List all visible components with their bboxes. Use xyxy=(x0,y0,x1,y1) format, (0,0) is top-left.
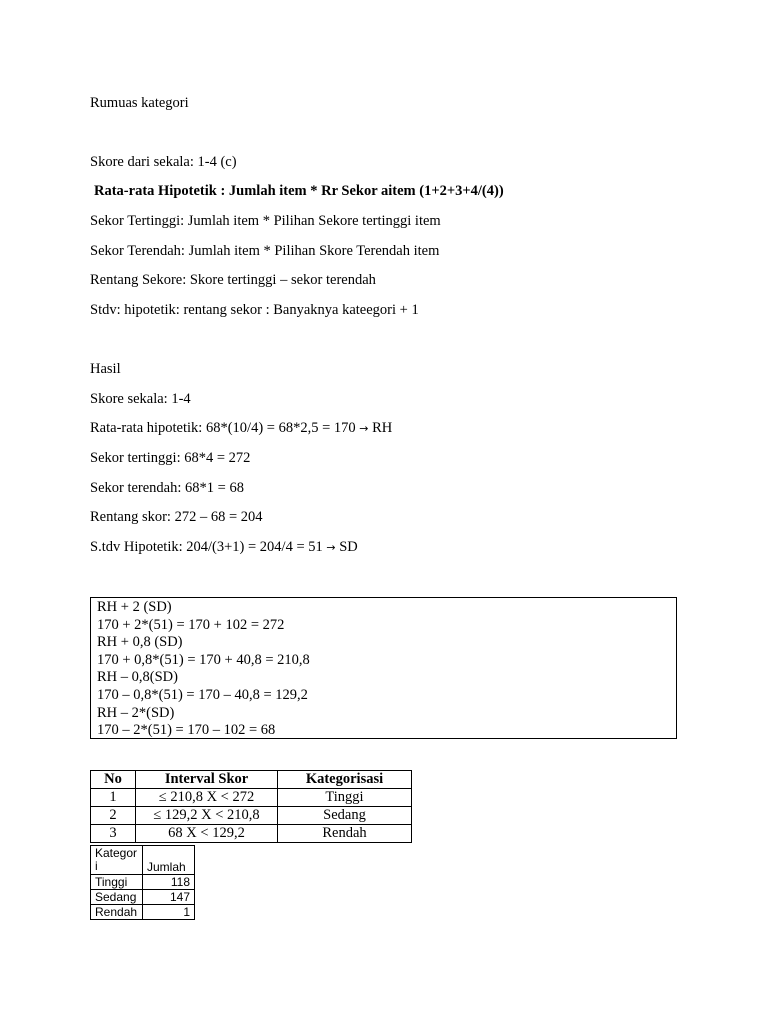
category-table xyxy=(90,770,412,843)
hasil-terendah: Sekor terendah: 68*1 = 68 xyxy=(90,480,244,496)
header-kategori-line1: Kategor xyxy=(95,846,138,860)
cell-kategori: Rendah xyxy=(278,825,412,843)
box-line: RH – 2*(SD) xyxy=(97,704,175,721)
right-arrow-icon: → xyxy=(326,541,336,554)
calculation-box xyxy=(90,597,677,739)
cell-jumlah: 147 xyxy=(143,890,195,905)
cell-interval: 68 X < 129,2 xyxy=(136,825,278,843)
table-row xyxy=(91,905,195,920)
count-table xyxy=(90,845,195,920)
hasil-stdv-tag: SD xyxy=(339,539,358,555)
cell-jumlah: 1 xyxy=(143,905,195,920)
table-row xyxy=(91,875,195,890)
header-kategori xyxy=(91,846,143,875)
box-line: 170 + 0,8*(51) = 170 + 40,8 = 210,8 xyxy=(97,651,310,668)
formula-stdv: Stdv: hipotetik: rentang sekor : Banyaknya kateegori + 1 xyxy=(90,302,419,318)
cell-kategori: Tinggi xyxy=(91,875,143,890)
heading: Rumuas kategori xyxy=(90,95,189,111)
box-line: RH + 2 (SD) xyxy=(97,599,172,615)
box-line: 170 + 2*(51) = 170 + 102 = 272 xyxy=(97,616,285,633)
hasil-skore: Skore sekala: 1-4 xyxy=(90,391,191,407)
cell-kategori: Rendah xyxy=(91,905,143,920)
hasil-stdv xyxy=(90,538,358,557)
hasil-rata-text: Rata-rata hipotetik: 68*(10/4) = 68*2,5 = 170 xyxy=(90,420,356,436)
hasil-tertinggi: Sekor tertinggi: 68*4 = 272 xyxy=(90,450,251,466)
hasil-rata-rata xyxy=(90,419,392,438)
box-line: RH + 0,8 (SD) xyxy=(97,634,183,651)
hasil-title: Hasil xyxy=(90,361,121,377)
cell-no: 3 xyxy=(91,825,136,843)
table-row xyxy=(91,825,412,843)
cell-interval: ≤ 129,2 X < 210,8 xyxy=(136,807,278,825)
table-row xyxy=(91,807,412,825)
table-row xyxy=(91,890,195,905)
cell-kategori: Sedang xyxy=(278,807,412,825)
box-line: 170 – 0,8*(51) = 170 – 40,8 = 129,2 xyxy=(97,686,308,703)
hasil-rata-tag: RH xyxy=(372,420,393,436)
formula-rentang: Rentang Sekore: Skore tertinggi – sekor terendah xyxy=(90,272,376,288)
cell-kategori: Sedang xyxy=(91,890,143,905)
header-no: No xyxy=(91,771,136,789)
cell-no: 1 xyxy=(91,789,136,807)
cell-jumlah: 118 xyxy=(143,875,195,890)
box-line: RH – 0,8(SD) xyxy=(97,669,178,686)
formula-terendah: Sekor Terendah: Jumlah item * Pilihan Skore Terendah item xyxy=(90,243,440,259)
hasil-stdv-text: S.tdv Hipotetik: 204/(3+1) = 204/4 = 51 xyxy=(90,539,323,555)
right-arrow-icon: → xyxy=(359,422,369,435)
box-line: 170 – 2*(51) = 170 – 102 = 68 xyxy=(97,722,276,739)
formula-rata-rata: Rata-rata Hipotetik : Jumlah item * Rr Sekor aitem (1+2+3+4/(4)) xyxy=(94,183,504,199)
formula-tertinggi: Sekor Tertinggi: Jumlah item * Pilihan Sekore tertinggi item xyxy=(90,213,441,229)
hasil-rentang: Rentang skor: 272 – 68 = 204 xyxy=(90,509,263,525)
header-jumlah: Jumlah xyxy=(143,846,195,875)
count-header-row xyxy=(91,846,195,875)
table-row xyxy=(91,789,412,807)
cell-interval: ≤ 210,8 X < 272 xyxy=(136,789,278,807)
header-interval: Interval Skor xyxy=(136,771,278,789)
header-kategorisasi: Kategorisasi xyxy=(278,771,412,789)
formula-skore: Skore dari sekala: 1-4 (c) xyxy=(90,154,237,170)
table-header-row xyxy=(91,771,412,789)
cell-no: 2 xyxy=(91,807,136,825)
cell-kategori: Tinggi xyxy=(278,789,412,807)
header-kategori-line2: i xyxy=(95,859,98,873)
